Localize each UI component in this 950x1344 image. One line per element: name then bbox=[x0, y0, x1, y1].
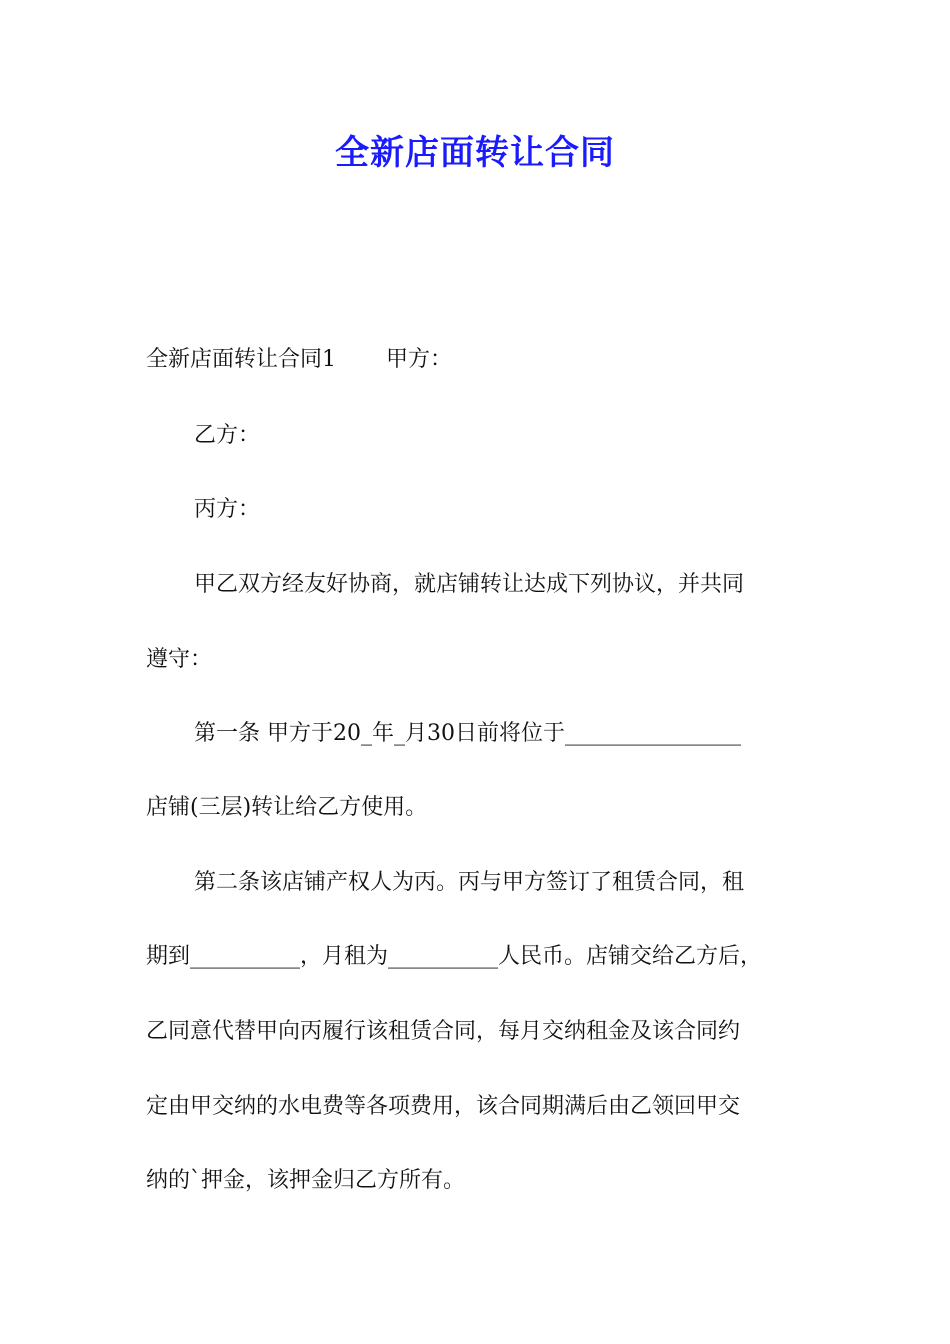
paragraph-intro-line-1: 甲乙双方经友好协商，就店铺转让达成下列协议，并共同 bbox=[194, 572, 745, 597]
party-a-label: 甲方： bbox=[386, 347, 453, 372]
article-2-line-3: 乙同意代替甲向丙履行该租赁合同，每月交纳租金及该合同约 bbox=[146, 1019, 741, 1044]
document-title: 全新店面转让合同 bbox=[335, 133, 615, 173]
party-b-label: 乙方： bbox=[194, 423, 261, 448]
article-2-line-4: 定由甲交纳的水电费等各项费用，该合同期满后由乙领回甲交 bbox=[146, 1094, 741, 1119]
article-1-line-2: 店铺(三层)转让给乙方使用。 bbox=[146, 795, 428, 820]
article-1-line-1: 第一条 甲方于20_年_月30日前将位于________________ bbox=[194, 721, 741, 746]
article-2-line-1: 第二条该店铺产权人为丙。丙与甲方签订了租赁合同，租 bbox=[194, 870, 745, 895]
paragraph-intro-line-2: 遵守： bbox=[146, 647, 213, 672]
article-2-line-2: 期到__________，月租为__________人民币。店铺交给乙方后， bbox=[146, 944, 763, 969]
contract-heading-line bbox=[146, 345, 452, 375]
party-c-label: 丙方： bbox=[194, 497, 261, 522]
contract-number: 全新店面转让合同1 bbox=[146, 347, 336, 372]
article-2-line-5: 纳的`押金，该押金归乙方所有。 bbox=[146, 1168, 466, 1193]
